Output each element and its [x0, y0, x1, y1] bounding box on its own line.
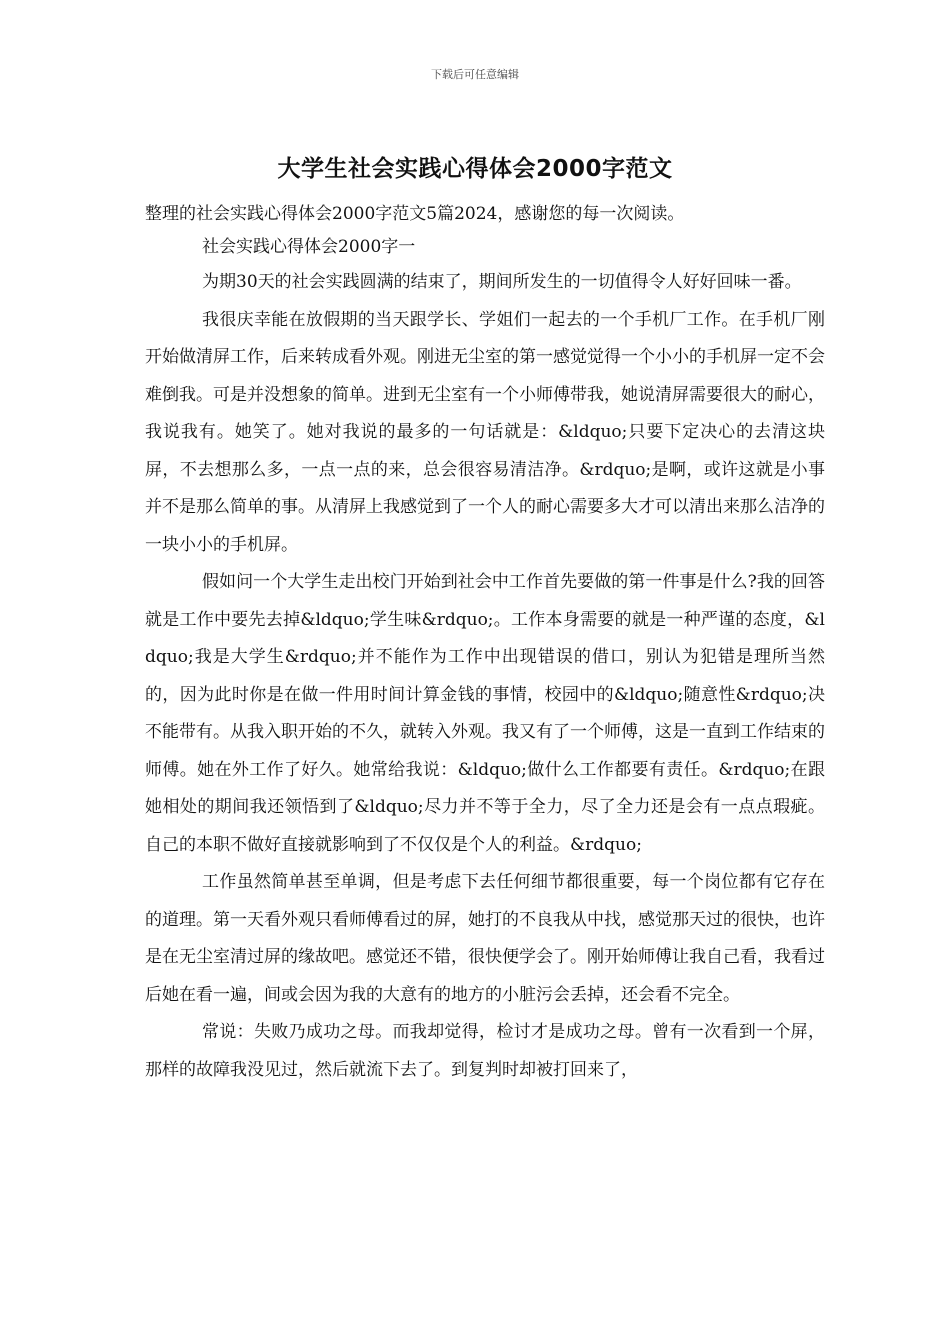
- body-text: [145, 264, 825, 1089]
- paragraph: 假如问一个大学生走出校门开始到社会中工作首先要做的第一件事是什么?我的回答就是工作中要先去掉&ldquo;学生味&rdquo;。工作本身需要的就是一种严谨的态度，&ldquo;我是大学生&rdquo;并不能作为工作中出现错误的借口，别认为犯错是理所当然的，因为此时你是在做一件用时间计算金钱的事情，校园中的&ldquo;随意性&rdquo;决不能带有。从我入职开始的不久，就转入外观。我又有了一个师傅，这是一直到工作结束的师傅。她在外工作了好久。她常给我说：&ldquo;做什么工作都要有责任。&rdquo;在跟她相处的期间我还领悟到了&ldquo;尽力并不等于全力，尽了全力还是会有一点点瑕疵。自己的本职不做好直接就影响到了不仅仅是个人的利益。&rdquo;: [145, 572, 825, 855]
- paragraph: 为期30天的社会实践圆满的结束了，期间所发生的一切值得令人好好回味一番。: [202, 272, 802, 292]
- document-title: 大学生社会实践心得体会2000字范文: [277, 156, 673, 182]
- section-subtitle: 社会实践心得体会2000字一: [202, 237, 416, 257]
- paragraph: 我很庆幸能在放假期的当天跟学长、学姐们一起去的一个手机厂工作。在手机厂刚开始做清屏工作，后来转成看外观。刚进无尘室的第一感觉觉得一个小小的手机屏一定不会难倒我。可是并没想象的简单。进到无尘室有一个小师傅带我，她说清屏需要很大的耐心，我说我有。她笑了。她对我说的最多的一句话就是：&ldquo;只要下定决心的去清这块屏，不去想那么多，一点一点的来，总会很容易清洁净。&rdquo;是啊，或许这就是小事并不是那么简单的事。从清屏上我感觉到了一个人的耐心需要多大才可以清出来那么洁净的一块小小的手机屏。: [145, 309, 825, 555]
- paragraph: 工作虽然简单甚至单调，但是考虑下去任何细节都很重要，每一个岗位都有它存在的道理。第一天看外观只看师傅看过的屏，她打的不良我从中找，感觉那天过的很快，也许是在无尘室清过屏的缘故吧。感觉还不错，很快便学会了。刚开始师傅让我自己看，我看过后她在看一遍，间或会因为我的大意有的地方的小脏污会丢掉，还会看不完全。: [145, 872, 825, 1005]
- intro-line: 整理的社会实践心得体会2000字范文5篇2024，感谢您的每一次阅读。: [145, 204, 685, 224]
- paragraph: 常说：失败乃成功之母。而我却觉得，检讨才是成功之母。曾有一次看到一个屏，那样的故障我没见过，然后就流下去了。到复判时却被打回来了，: [145, 1022, 825, 1080]
- header-note: 下载后可任意编辑: [431, 68, 519, 81]
